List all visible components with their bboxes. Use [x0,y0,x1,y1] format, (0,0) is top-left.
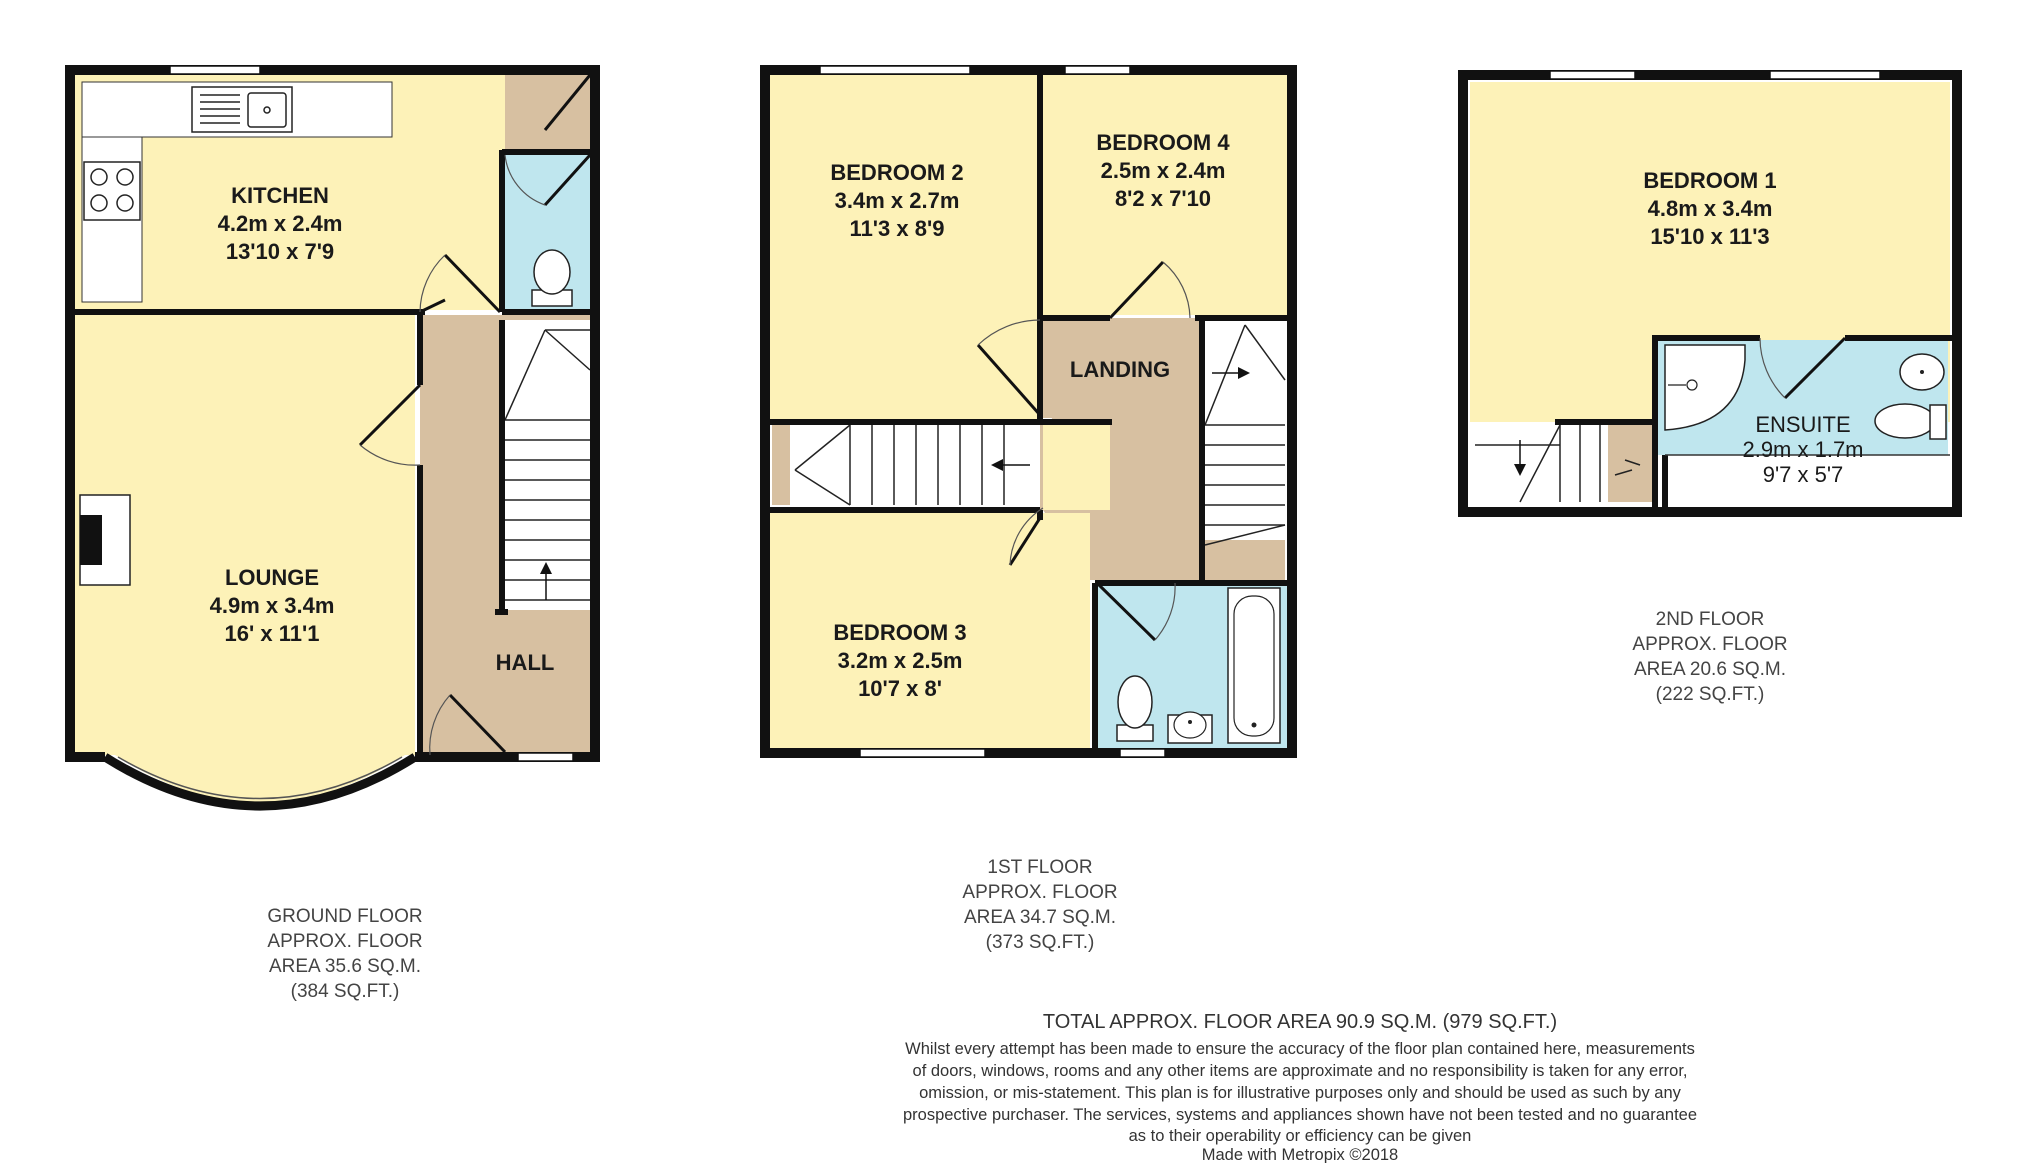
bedroom-3-window [860,749,985,757]
metropix-credit: Made with Metropix ©2018 [1201,1146,1399,1163]
first-caption-2: APPROX. FLOOR [962,882,1118,903]
disclaimer-line-5: as to their operability or efficiency can be given [1128,1127,1472,1145]
bedroom-1-imperial: 15'10 x 11'3 [1650,224,1770,249]
bedroom-1-window-right [1770,71,1880,79]
kitchen-name: KITCHEN [231,183,329,208]
bedroom-4-imperial: 8'2 x 7'10 [1114,186,1212,211]
landing-name: LANDING [1069,357,1171,382]
second-caption-3: AREA 20.6 SQ.M. [1633,659,1787,680]
bedroom-2-imperial: 11'3 x 8'9 [849,216,945,241]
basin-icon [1168,712,1212,743]
first-caption-1: 1ST FLOOR [987,857,1093,878]
first-floor [765,66,1292,953]
ensuite-metric: 2.9m x 1.7m [1742,437,1864,462]
toilet-icon [1875,404,1946,439]
bedroom-1-name: BEDROOM 1 [1643,168,1777,193]
footer [903,1011,1697,1163]
second-stairs-end [1608,425,1655,502]
bedroom-4-metric: 2.5m x 2.4m [1100,158,1226,183]
kitchen-window [170,66,260,74]
hall-name: HALL [495,650,555,675]
bedroom-2-metric: 3.4m x 2.7m [834,188,960,213]
first-stairs-left-end [772,425,790,505]
toilet-icon [532,250,572,306]
lounge-imperial: 16' x 11'1 [224,621,320,646]
lounge-metric: 4.9m x 3.4m [209,593,335,618]
bathroom-window [1120,749,1165,757]
fireplace-opening [80,515,102,565]
lounge-name: LOUNGE [224,565,320,590]
bath-icon [1228,588,1280,743]
kitchen-imperial: 13'10 x 7'9 [225,239,335,264]
kitchen-metric: 4.2m x 2.4m [217,211,343,236]
ground-caption-3: AREA 35.6 SQ.M. [268,956,422,977]
second-caption-1: 2ND FLOOR [1655,609,1765,630]
bedroom-2-name: BEDROOM 2 [830,160,964,185]
total-area: TOTAL APPROX. FLOOR AREA 90.9 SQ.M. (979 SQ.FT.) [1042,1011,1558,1033]
bedroom-1-metric: 4.8m x 3.4m [1647,196,1773,221]
lounge-bay [115,755,405,803]
disclaimer-line-3: omission, or mis-statement. This plan is for illustrative purposes only and should be used as such by any [919,1084,1681,1102]
ground-caption-1: GROUND FLOOR [267,906,423,927]
basin-icon [1900,354,1944,390]
ground-floor [70,66,595,1002]
bedroom-3-imperial: 10'7 x 8' [858,676,942,701]
bedroom-2-window [820,66,970,74]
ensuite-imperial: 9'7 x 5'7 [1762,462,1844,487]
landing-lower [1110,418,1200,580]
bedroom-4-name: BEDROOM 4 [1096,130,1230,155]
first-caption-3: AREA 34.7 SQ.M. [963,907,1117,928]
toilet-icon [1117,676,1153,741]
hall-door-glazing [518,753,573,761]
landing-step [1043,420,1110,510]
ensuite-name: ENSUITE [1755,412,1851,437]
second-floor [1463,71,1957,705]
kitchen-store [505,75,590,155]
disclaimer-line-4: prospective purchaser. The services, systems and appliances shown have not been tested and no guarantee [902,1106,1698,1124]
second-caption-2: APPROX. FLOOR [1632,634,1788,655]
first-caption-4: (373 SQ.FT.) [985,932,1095,953]
disclaimer-line-1: Whilst every attempt has been made to ensure the accuracy of the floor plan contained here, measurements [905,1040,1695,1058]
first-stairs-right-end [1205,540,1285,580]
bedroom-3-metric: 3.2m x 2.5m [837,648,963,673]
second-caption-4: (222 SQ.FT.) [1655,684,1765,705]
hob-icon [84,162,140,220]
ground-caption-4: (384 SQ.FT.) [290,981,400,1002]
bedroom-4-window [1065,66,1130,74]
ground-caption-2: APPROX. FLOOR [267,931,423,952]
bedroom-1-window-left [1550,71,1635,79]
bedroom-3-name: BEDROOM 3 [833,620,967,645]
disclaimer-line-2: of doors, windows, rooms and any other items are approximate and no responsibility is taken for any error, [912,1062,1688,1080]
